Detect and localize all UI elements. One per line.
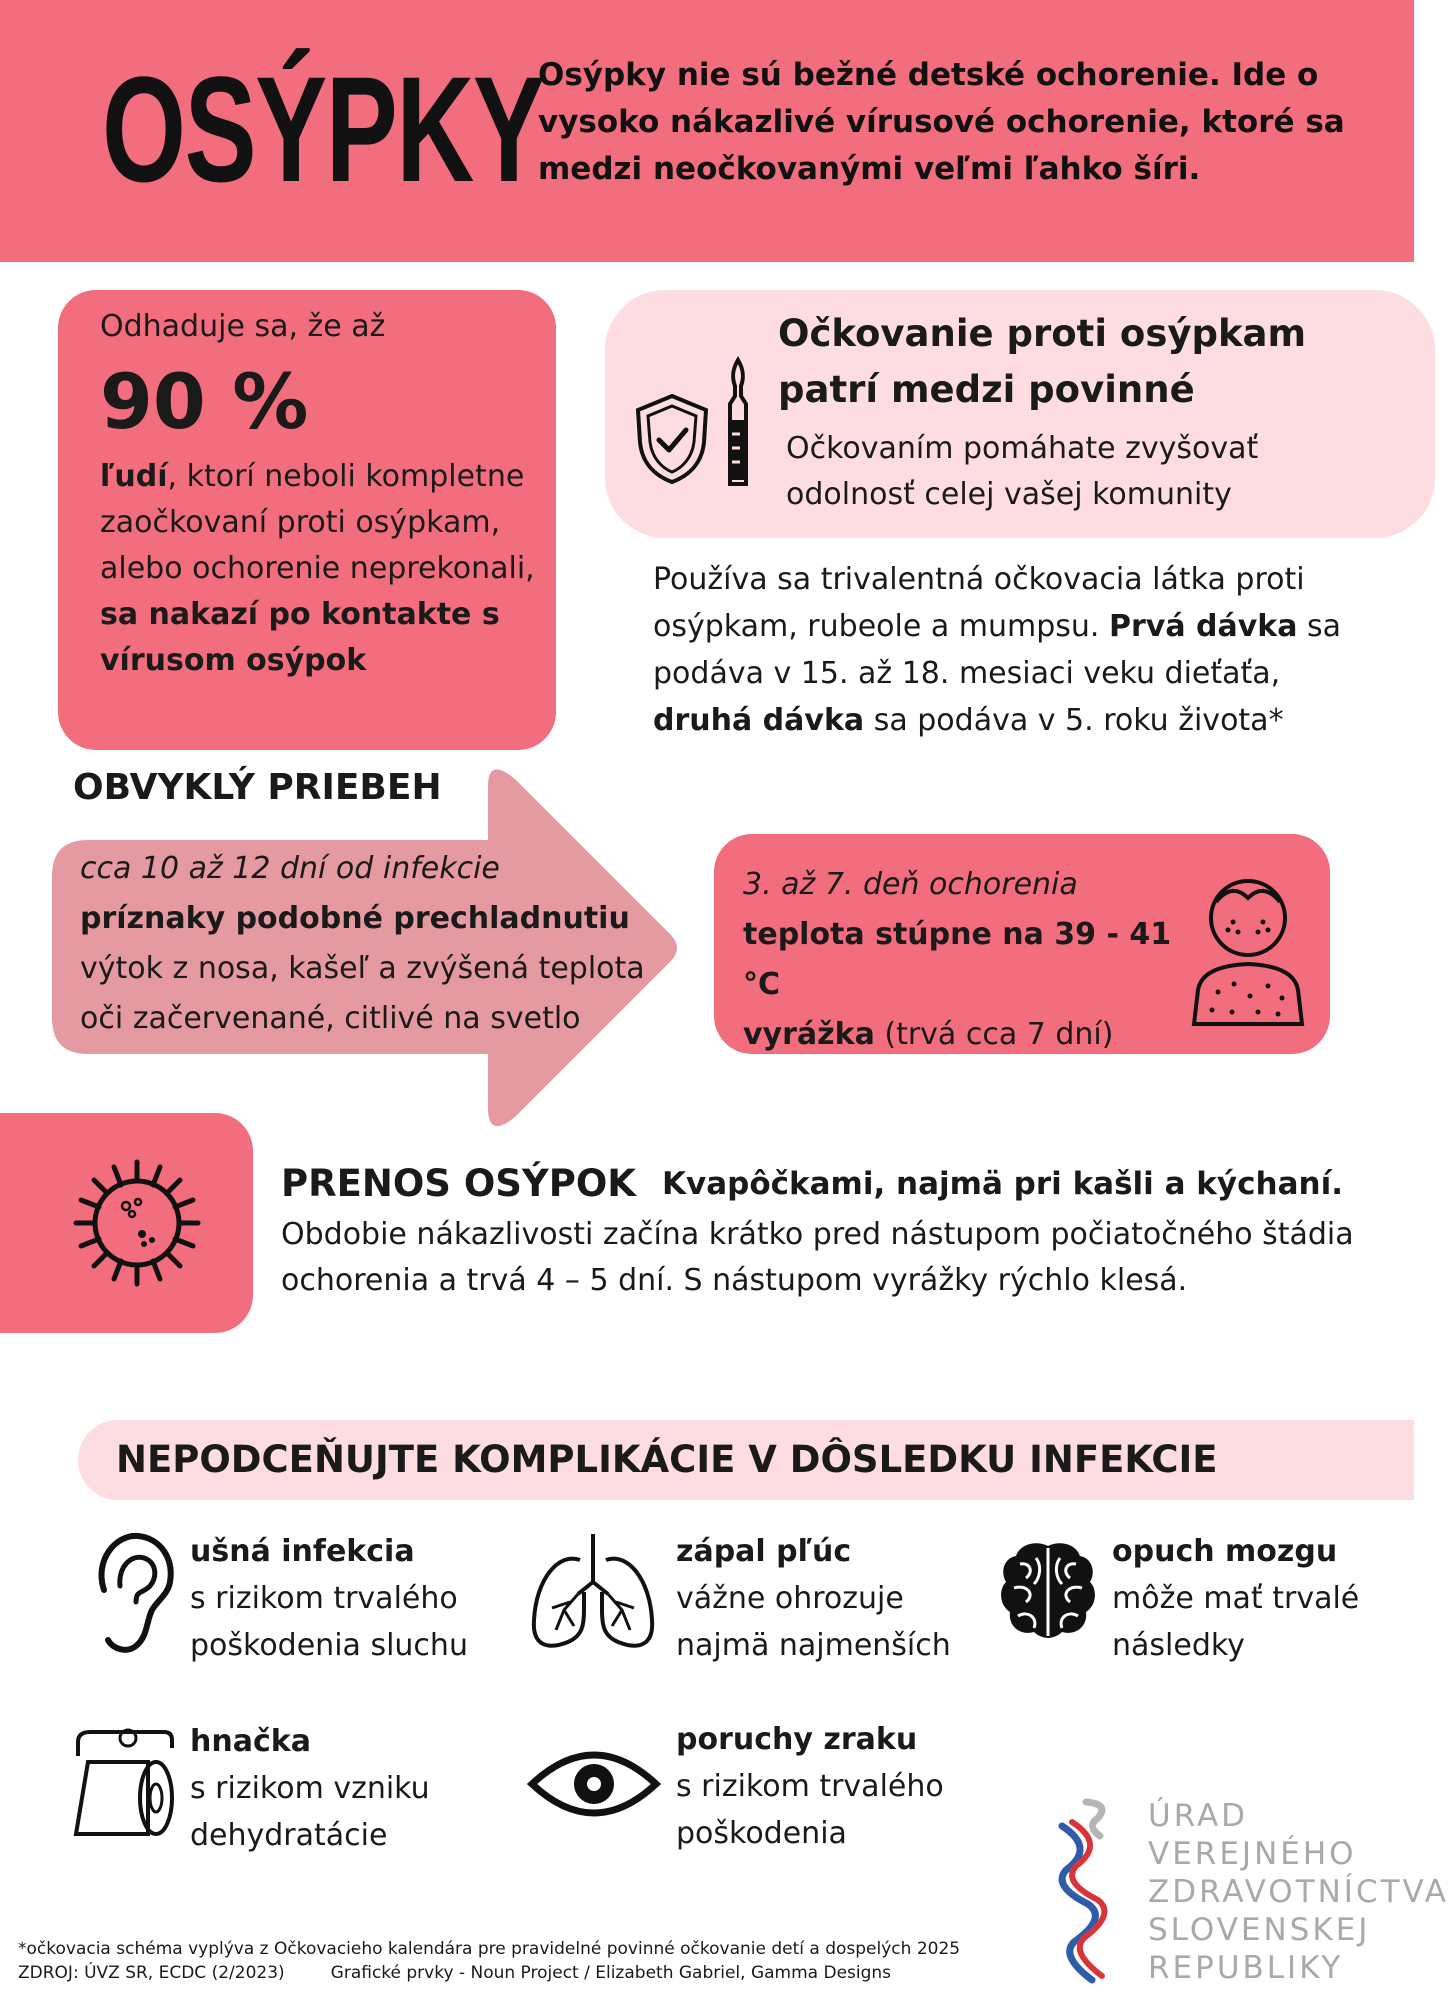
stat-people: ľudí	[100, 459, 168, 494]
symptoms-rash-note: (trvá cca 7 dní)	[884, 1017, 1114, 1052]
first-dose-label: Prvá dávka	[1109, 609, 1298, 644]
complication-lungs-line1: vážne ohrozuje	[676, 1581, 904, 1616]
complication-brain-name: opuch mozgu	[1112, 1534, 1338, 1569]
complication-lungs-line2: najmä najmenších	[676, 1628, 951, 1663]
course-line-1: výtok z nosa, kašeľ a zvýšená teplota	[80, 951, 645, 986]
logo-line-3: ZDRAVOTNÍCTVA	[1148, 1874, 1449, 1910]
intro-text: Osýpky nie sú bežné detské ochorenie. Ide o vysoko nákazlivé vírusové ochorenie, ktoré sa medzi neočkovanými veľmi ľahko šíri.	[538, 57, 1345, 187]
vaccine-description: Používa sa trivalentná očkovacia látka proti osýpkam, rubeole a mumpsu.	[653, 562, 1305, 644]
vaccination-subtitle: Očkovaním pomáhate zvyšovať odolnosť celej vašej komunity	[786, 431, 1259, 512]
symptoms-time: 3. až 7. deň ochorenia	[743, 867, 1078, 902]
complication-lungs-name: zápal pľúc	[676, 1534, 852, 1569]
logo-line-4: SLOVENSKEJ	[1148, 1912, 1371, 1948]
footer	[18, 1937, 1118, 1985]
ear-icon	[86, 1530, 176, 1654]
second-dose-text: sa podáva v 5. roku života*	[873, 703, 1284, 738]
footer-credits: Grafické prvky - Noun Project / Elizabeth Gabriel, Gamma Designs	[330, 1963, 892, 1983]
stat-text: , ktorí neboli kompletne zaočkovaní proti osýpkam, alebo ochorenie neprekonali,	[100, 459, 535, 586]
complication-diarrhea-line2: dehydratácie	[190, 1818, 388, 1853]
complication-brain-line2: následky	[1112, 1628, 1245, 1663]
footer-source: ZDROJ: ÚVZ SR, ECDC (2/2023)	[18, 1963, 285, 1983]
complication-diarrhea-line1: s rizikom vzniku	[190, 1771, 430, 1806]
page-title: OSÝPKY	[102, 45, 544, 213]
vaccination-title: Očkovanie proti osýpkam patrí medzi povinné	[778, 312, 1307, 411]
toilet-paper-icon	[68, 1726, 180, 1840]
institution-name	[1148, 1797, 1449, 1987]
eye-icon	[526, 1746, 662, 1822]
transmission-subtitle: Kvapôčkami, najmä pri kašli a kýchaní.	[662, 1166, 1343, 1202]
course-time: cca 10 až 12 dní od infekcie	[80, 851, 500, 886]
symptoms-fever: teplota stúpne na 39 - 41 °C	[743, 917, 1172, 1002]
shield-check-icon	[632, 392, 712, 486]
complication-lungs	[676, 1528, 951, 1669]
course-symptoms-title: príznaky podobné prechladnutiu	[80, 901, 630, 936]
vaccination-body	[653, 556, 1353, 744]
complication-eyes-name: poruchy zraku	[676, 1722, 918, 1757]
stat-percent: 90 %	[100, 357, 309, 446]
symptoms-text	[743, 860, 1213, 1060]
stat-emphasis: sa nakazí po kontakte s vírusom osýpok	[100, 597, 500, 678]
second-dose-label: druhá dávka	[653, 703, 865, 738]
complication-diarrhea	[190, 1718, 430, 1859]
child-rash-icon	[1188, 872, 1308, 1028]
logo-line-2: VEREJNÉHO	[1148, 1836, 1357, 1872]
transmission-text: Obdobie nákazlivosti začína krátko pred nástupom počiatočného štádia ochorenia a trvá 4 – 5 dní. S nástupom vyrážky rýchlo klesá.	[281, 1217, 1354, 1298]
complication-ear-line1: s rizikom trvalého	[190, 1581, 458, 1616]
course-text	[80, 844, 680, 1044]
complication-ear-name: ušná infekcia	[190, 1534, 415, 1569]
virus-icon	[62, 1148, 212, 1298]
brain-icon	[996, 1538, 1100, 1642]
complication-eyes-line2: poškodenia	[676, 1816, 847, 1851]
course-line-2: oči začervenané, citlivé na svetlo	[80, 1001, 581, 1036]
symptoms-rash: vyrážka	[743, 1017, 875, 1052]
complication-ear	[190, 1528, 468, 1669]
complication-eyes-line1: s rizikom trvalého	[676, 1769, 944, 1804]
transmission-title: PRENOS OSÝPOK	[281, 1162, 636, 1205]
stat-lead: Odhaduje sa, že až	[100, 309, 386, 344]
complication-diarrhea-name: hnačka	[190, 1724, 311, 1759]
logo-line-1: ÚRAD	[1148, 1798, 1249, 1834]
complication-brain	[1112, 1528, 1359, 1669]
first-dose-text: sa podáva v 15. až 18. mesiaci veku dieťaťa,	[653, 609, 1342, 691]
stat-description	[100, 454, 540, 684]
logo-line-5: REPUBLIKY	[1148, 1950, 1344, 1986]
footer-note: *očkovacia schéma vyplýva z Očkovacieho kalendára pre pravidelné povinné očkovanie detí a dospelých 2025	[18, 1939, 961, 1959]
complication-ear-line2: poškodenia sluchu	[190, 1628, 468, 1663]
complication-eyes	[676, 1716, 944, 1857]
vaccine-vial-icon	[718, 356, 758, 490]
complications-title: NEPODCEŇUJTE KOMPLIKÁCIE V DÔSLEDKU INFEKCIE	[116, 1438, 1218, 1481]
course-title: OBVYKLÝ PRIEBEH	[73, 767, 442, 808]
lungs-icon	[528, 1530, 658, 1654]
complication-brain-line1: môže mať trvalé	[1112, 1581, 1360, 1616]
